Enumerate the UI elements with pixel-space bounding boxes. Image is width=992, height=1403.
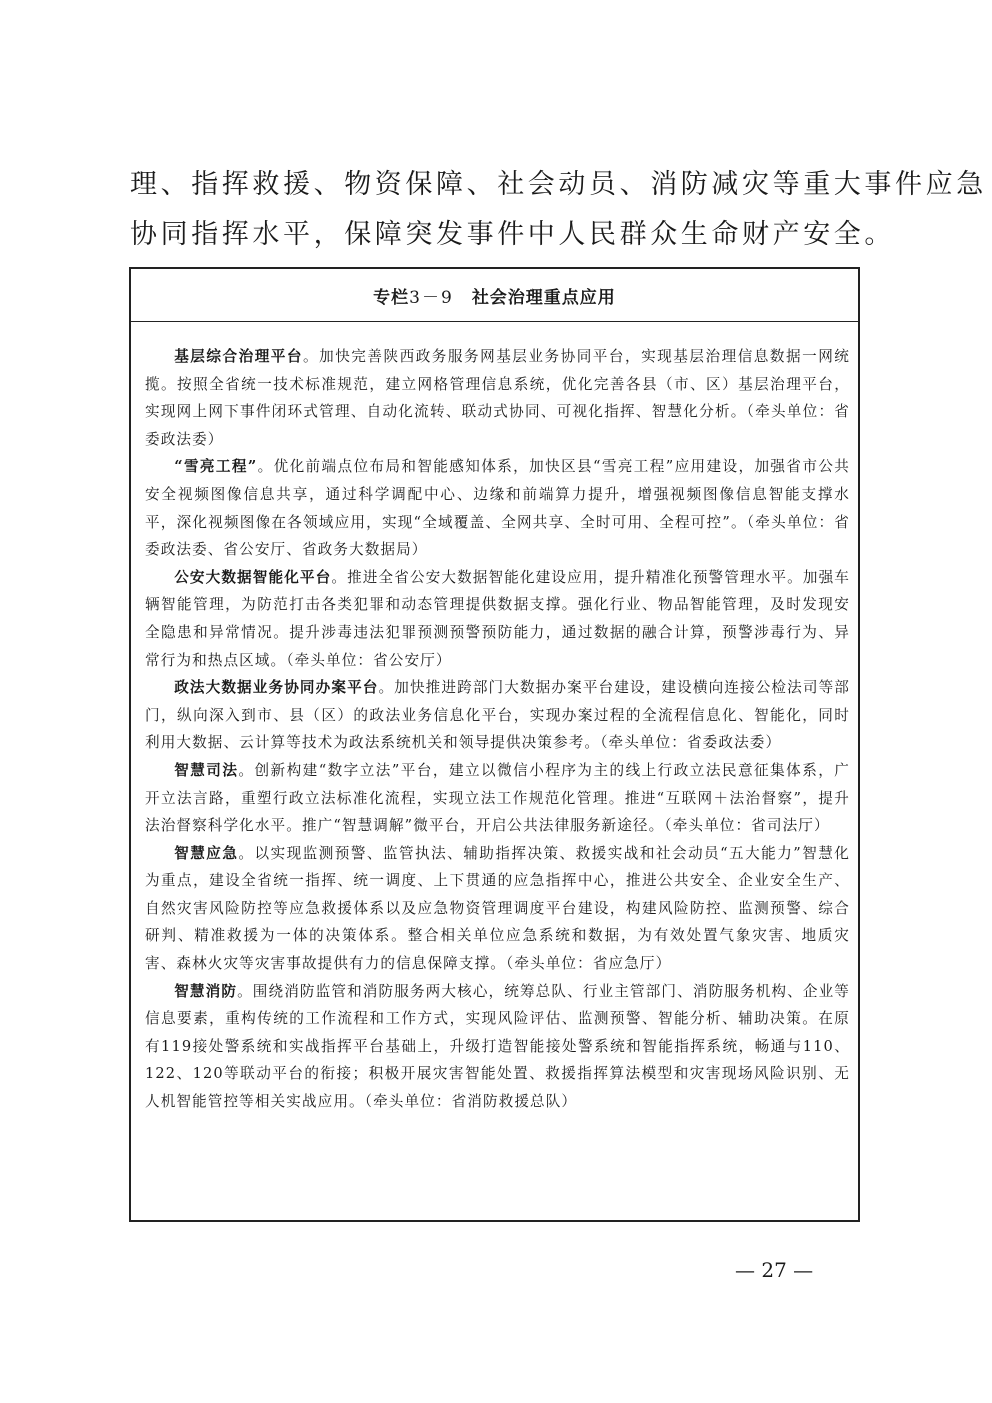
entry-paragraph (145, 453, 850, 563)
column-box-body (131, 322, 858, 1116)
entry-paragraph (145, 757, 850, 840)
entry-text: 。围绕消防监管和消防服务两大核心，统筹总队、行业主管部门、消防服务机构、企业等信息要素，重构传统的工作流程和工作方式，实现风险评估、监测预警、智能分析、辅助决策。在原有119接处警系统和实战指挥平台基础上，升级打造智能接处警系统和智能指挥系统，畅通与110、122、120等联动平台的衔接；积极开展灾害智能处置、救援指挥算法模型和灾害现场风险识别、无人机智能管控等相关实战应用。（牵头单位：省消防救援总队） (145, 982, 850, 1111)
intro-line: 协同指挥水平，保障突发事件中人民群众生命财产安全。 (130, 219, 895, 250)
entry-title: 智慧消防 (174, 982, 238, 1000)
entry-title: 智慧应急 (174, 844, 239, 862)
column-box (129, 267, 860, 1222)
page-number: — 27 — (735, 1258, 814, 1282)
entry-paragraph (145, 564, 850, 674)
column-title: 社会治理重点应用 (471, 287, 616, 308)
entry-text: 。以实现监测预警、监管执法、辅助指挥决策、救援实战和社会动员“五大能力”智慧化为重点，建设全省统一指挥、统一调度、上下贯通的应急指挥中心，推进公共安全、企业安全生产、自然灾害风险防控等应急救援体系以及应急物资管理调度平台建设，构建风险防控、监测预警、综合研判、精准救援为一体的决策体系。整合相关单位应急系统和数据，为有效处置气象灾害、地质灾害、森林火灾等灾害事故提供有力的信息保障支撑。（牵头单位：省应急厅） (145, 844, 850, 973)
entry-title: 基层综合治理平台 (174, 348, 303, 365)
entry-title: 公安大数据智能化平台 (174, 568, 332, 586)
entry-paragraph (145, 840, 850, 978)
entry-paragraph (145, 674, 850, 757)
entry-text: 。创新构建“数字立法”平台，建立以微信小程序为主的线上行政立法民意征集体系，广开立法言路，重塑行政立法标准化流程，实现立法工作规范化管理。推进“互联网＋法治督察”，提升法治督察科学化水平。推广“智慧调解”微平台，开启公共法律服务新途径。（牵头单位：省司法厅） (145, 761, 850, 835)
entry-text: 。推进全省公安大数据智能化建设应用，提升精准化预警管理水平。加强车辆智能管理，为防范打击各类犯罪和动态管理提供数据支撑。强化行业、物品智能管理，及时发现安全隐患和异常情况。提升涉毒违法犯罪预测预警预防能力，通过数据的融合计算，预警涉毒行为、异常行为和热点区域。（牵头单位：省公安厅） (145, 568, 850, 669)
intro-line: 理、指挥救援、物资保障、社会动员、消防减灾等重大事件应急 (130, 169, 987, 200)
column-box-header (131, 269, 858, 322)
entry-paragraph (145, 978, 850, 1116)
entry-title: “雪亮工程” (174, 458, 258, 476)
entry-text: 。优化前端点位布局和智能感知体系，加快区县“雪亮工程”应用建设，加强省市公共安全视频图像信息共享，通过科学调配中心、边缘和前端算力提升，增强视频图像信息智能支撑水平，深化视频图像在各领域应用，实现“全域覆盖、全网共享、全时可用、全程可控”。（牵头单位：省委政法委、省公安厅、省政务大数据局） (145, 458, 850, 559)
entry-paragraph (145, 343, 850, 453)
entry-text: 。加快完善陕西政务服务网基层业务协同平台，实现基层治理信息数据一网统揽。按照全省统一技术标准规范，建立网格管理信息系统，优化完善各县（市、区）基层治理平台，实现网上网下事件闭环式管理、自动化流转、联动式协同、可视化指挥、智慧化分析。（牵头单位：省委政法委） (145, 348, 850, 448)
entry-title: 智慧司法 (174, 761, 239, 779)
entry-text: 。加快推进跨部门大数据办案平台建设，建设横向连接公检法司等部门，纵向深入到市、县（区）的政法业务信息化平台，实现办案过程的全流程信息化、智能化，同时利用大数据、云计算等技术为政法系统机关和领导提供决策参考。（牵头单位：省委政法委） (145, 679, 850, 752)
column-number: 3－9 (409, 287, 454, 308)
entry-title: 政法大数据业务协同办案平台 (174, 679, 379, 697)
intro-paragraph (130, 160, 987, 260)
column-label: 专栏 (373, 287, 410, 308)
